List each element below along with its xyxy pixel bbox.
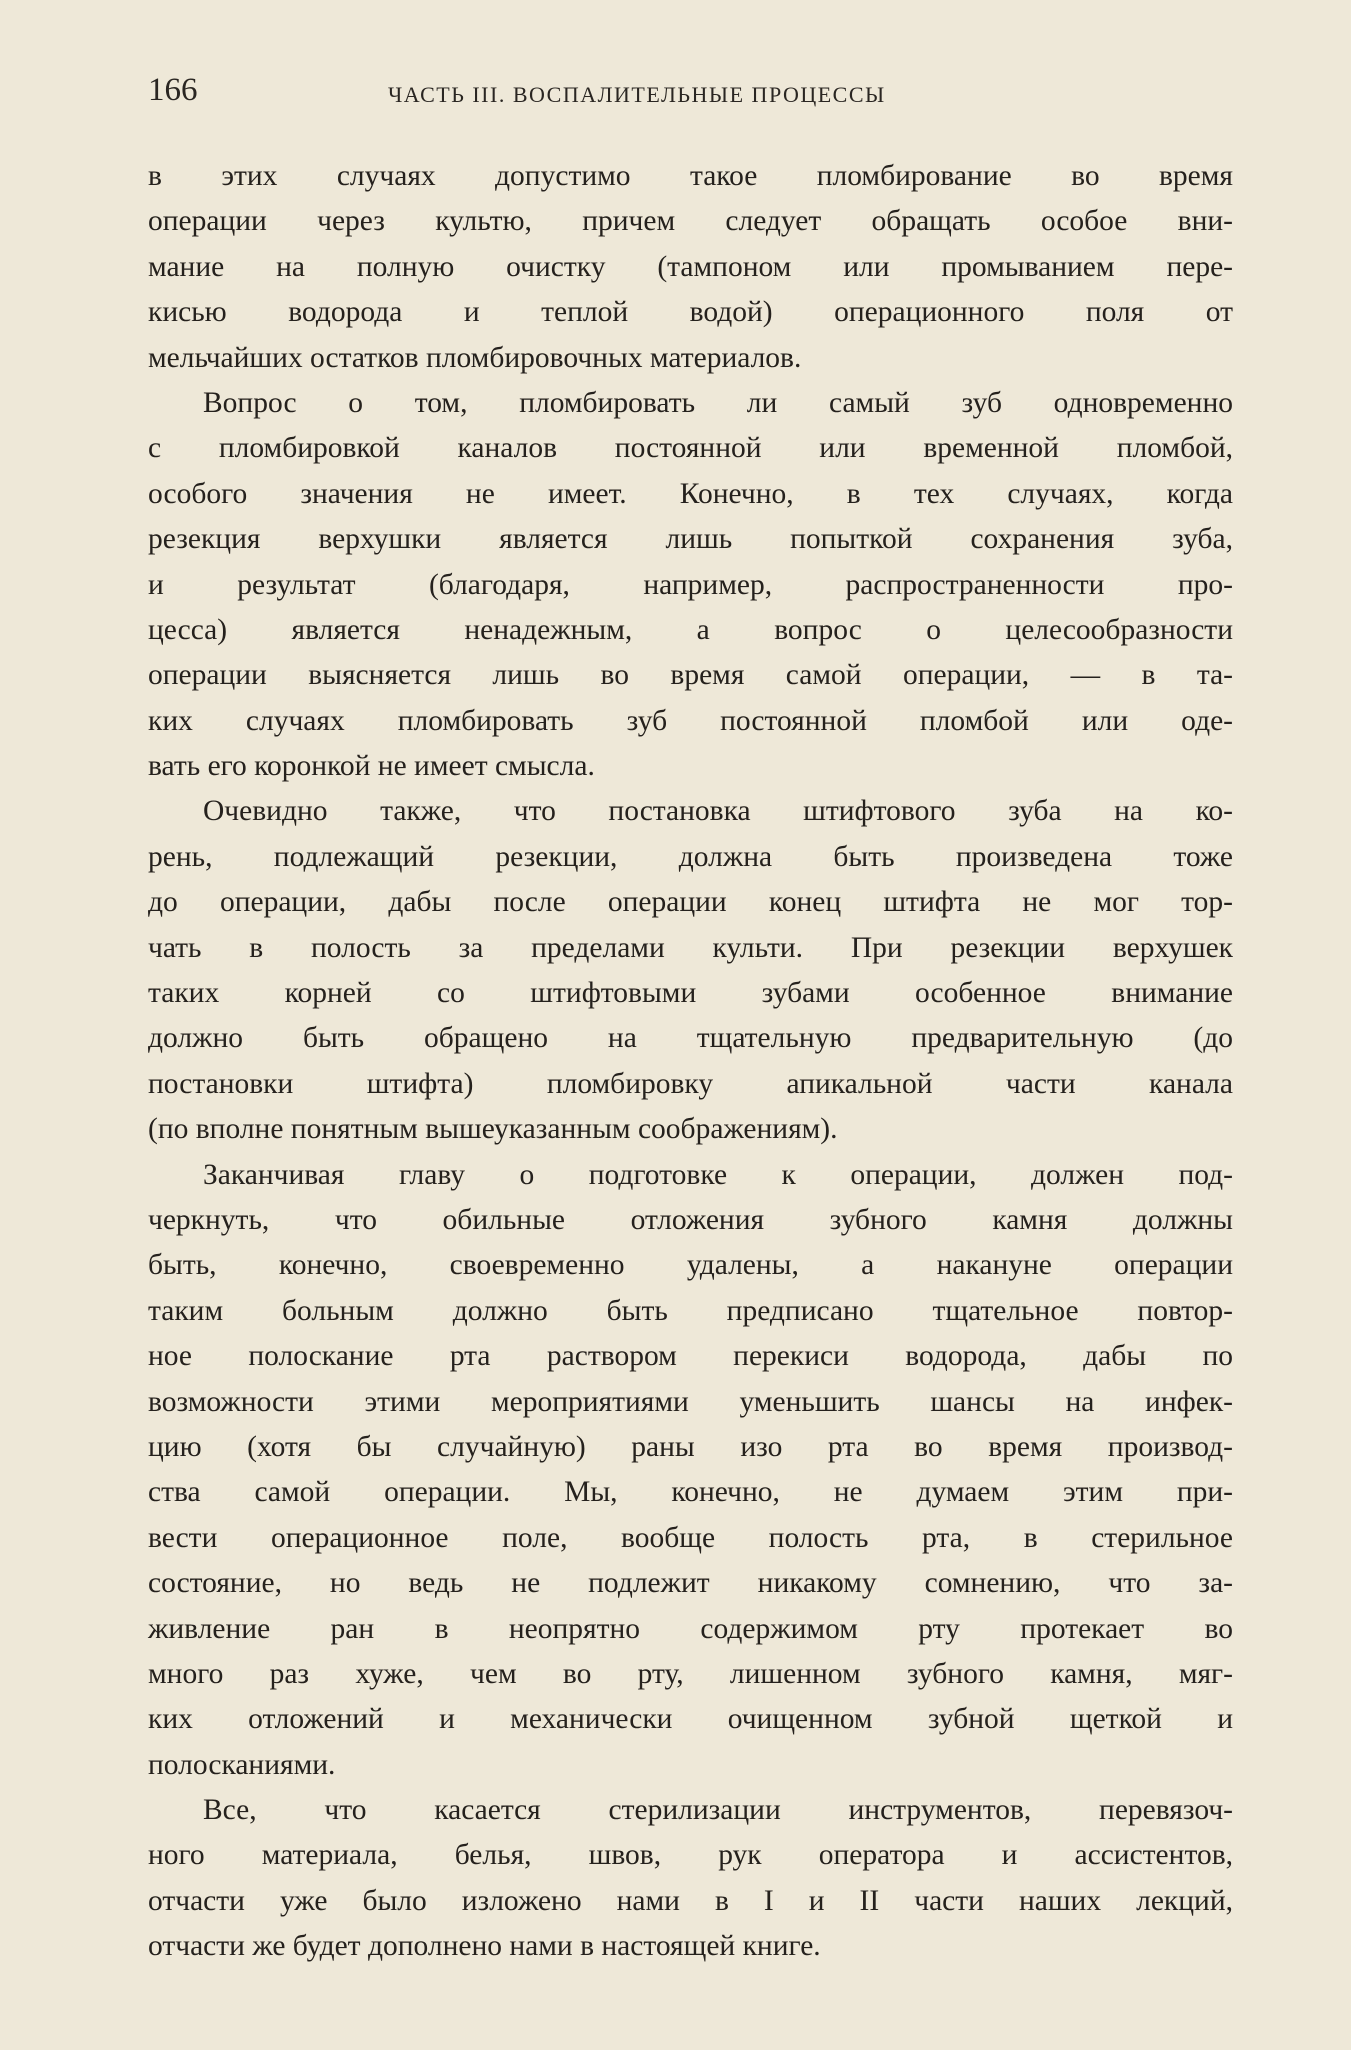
text-line: много раз хуже, чем во рту, лишенном зубного камня, мяг- bbox=[148, 1657, 1233, 1690]
text-line: мание на полную очистку (тампоном или промыванием пере- bbox=[148, 250, 1233, 283]
text-line: операции через культю, причем следует обращать особое вни- bbox=[148, 205, 1233, 238]
text-line: таким больным должно быть предписано тщательное повтор- bbox=[148, 1294, 1233, 1327]
text-line: в этих случаях допустимо такое пломбирование во время bbox=[148, 160, 1233, 192]
text-line: особого значения не имеет. Конечно, в тех случаях, когда bbox=[148, 477, 1233, 510]
text-line: рень, подлежащий резекции, должна быть произведена тоже bbox=[148, 840, 1233, 873]
text-line: до операции, дабы после операции конец штифта не мог тор- bbox=[148, 886, 1233, 919]
text-line: ства самой операции. Мы, конечно, не думаем этим при- bbox=[148, 1476, 1233, 1509]
text-line: полосканиями. bbox=[148, 1748, 336, 1781]
text-line: отчасти же будет дополнено нами в настоящей книге. bbox=[148, 1930, 821, 1963]
text-line: цесса) является ненадежным, а вопрос о целесообразности bbox=[148, 613, 1233, 646]
text-line: должно быть обращено на тщательную предварительную (до bbox=[148, 1022, 1233, 1055]
text-line: постановки штифта) пломбировку апикальной части канала bbox=[148, 1067, 1233, 1100]
paragraph bbox=[148, 1153, 1233, 1788]
text-line: ких отложений и механически очищенном зубной щеткой и bbox=[148, 1703, 1233, 1736]
running-head bbox=[148, 72, 1228, 112]
text-line: ного материала, белья, швов, рук оператора и ассистентов, bbox=[148, 1839, 1233, 1872]
page-number: 166 bbox=[148, 72, 198, 108]
text-line: Вопрос о том, пломбировать ли самый зуб одновременно bbox=[203, 386, 1233, 419]
text-line: кисью водорода и теплой водой) операционного поля от bbox=[148, 296, 1233, 329]
text-line: вать его коронкой не имеет смысла. bbox=[148, 750, 595, 783]
text-line: состояние, но ведь не подлежит никакому сомнению, что за- bbox=[148, 1567, 1233, 1600]
text-line: и результат (благодаря, например, распространенности про- bbox=[148, 568, 1233, 601]
chapter-title: ЧАСТЬ III. ВОСПАЛИТЕЛЬНЫЕ ПРОЦЕССЫ bbox=[388, 82, 886, 107]
text-line: отчасти уже было изложено нами в I и II части наших лекций, bbox=[148, 1884, 1233, 1917]
text-line: возможности этими мероприятиями уменьшить шансы на инфек- bbox=[148, 1385, 1233, 1418]
text-line: чать в полость за пределами культи. При резекции верхушек bbox=[148, 931, 1233, 964]
text-line: вести операционное поле, вообще полость рта, в стерильное bbox=[148, 1521, 1233, 1554]
text-line: Заканчивая главу о подготовке к операции, должен под- bbox=[203, 1158, 1233, 1191]
text-line: мельчайших остатков пломбировочных материалов. bbox=[148, 341, 802, 374]
paragraph bbox=[148, 154, 1233, 381]
text-line: с пломбировкой каналов постоянной или временной пломбой, bbox=[148, 432, 1233, 465]
text-line: операции выясняется лишь во время самой операции, — в та- bbox=[148, 659, 1233, 692]
text-line: (по вполне понятным вышеуказанным соображениям). bbox=[148, 1113, 838, 1146]
paragraph bbox=[148, 381, 1233, 790]
paragraph bbox=[148, 789, 1233, 1152]
text-line: резекция верхушки является лишь попыткой сохранения зуба, bbox=[148, 523, 1233, 556]
page-body-text bbox=[148, 154, 1233, 1970]
text-line: ких случаях пломбировать зуб постоянной пломбой или оде- bbox=[148, 704, 1233, 737]
text-line: ное полоскание рта раствором перекиси водорода, дабы по bbox=[148, 1340, 1233, 1373]
text-line: черкнуть, что обильные отложения зубного камня должны bbox=[148, 1203, 1233, 1236]
text-line: Все, что касается стерилизации инструментов, перевязоч- bbox=[203, 1794, 1233, 1827]
paragraph bbox=[148, 1788, 1233, 1970]
text-line: живление ран в неопрятно содержимом рту протекает во bbox=[148, 1612, 1233, 1645]
text-line: таких корней со штифтовыми зубами особенное внимание bbox=[148, 977, 1233, 1010]
text-line: быть, конечно, своевременно удалены, а накануне операции bbox=[148, 1249, 1233, 1282]
text-line: цию (хотя бы случайную) раны изо рта во время производ- bbox=[148, 1430, 1233, 1463]
text-line: Очевидно также, что постановка штифтового зуба на ко- bbox=[203, 795, 1233, 828]
